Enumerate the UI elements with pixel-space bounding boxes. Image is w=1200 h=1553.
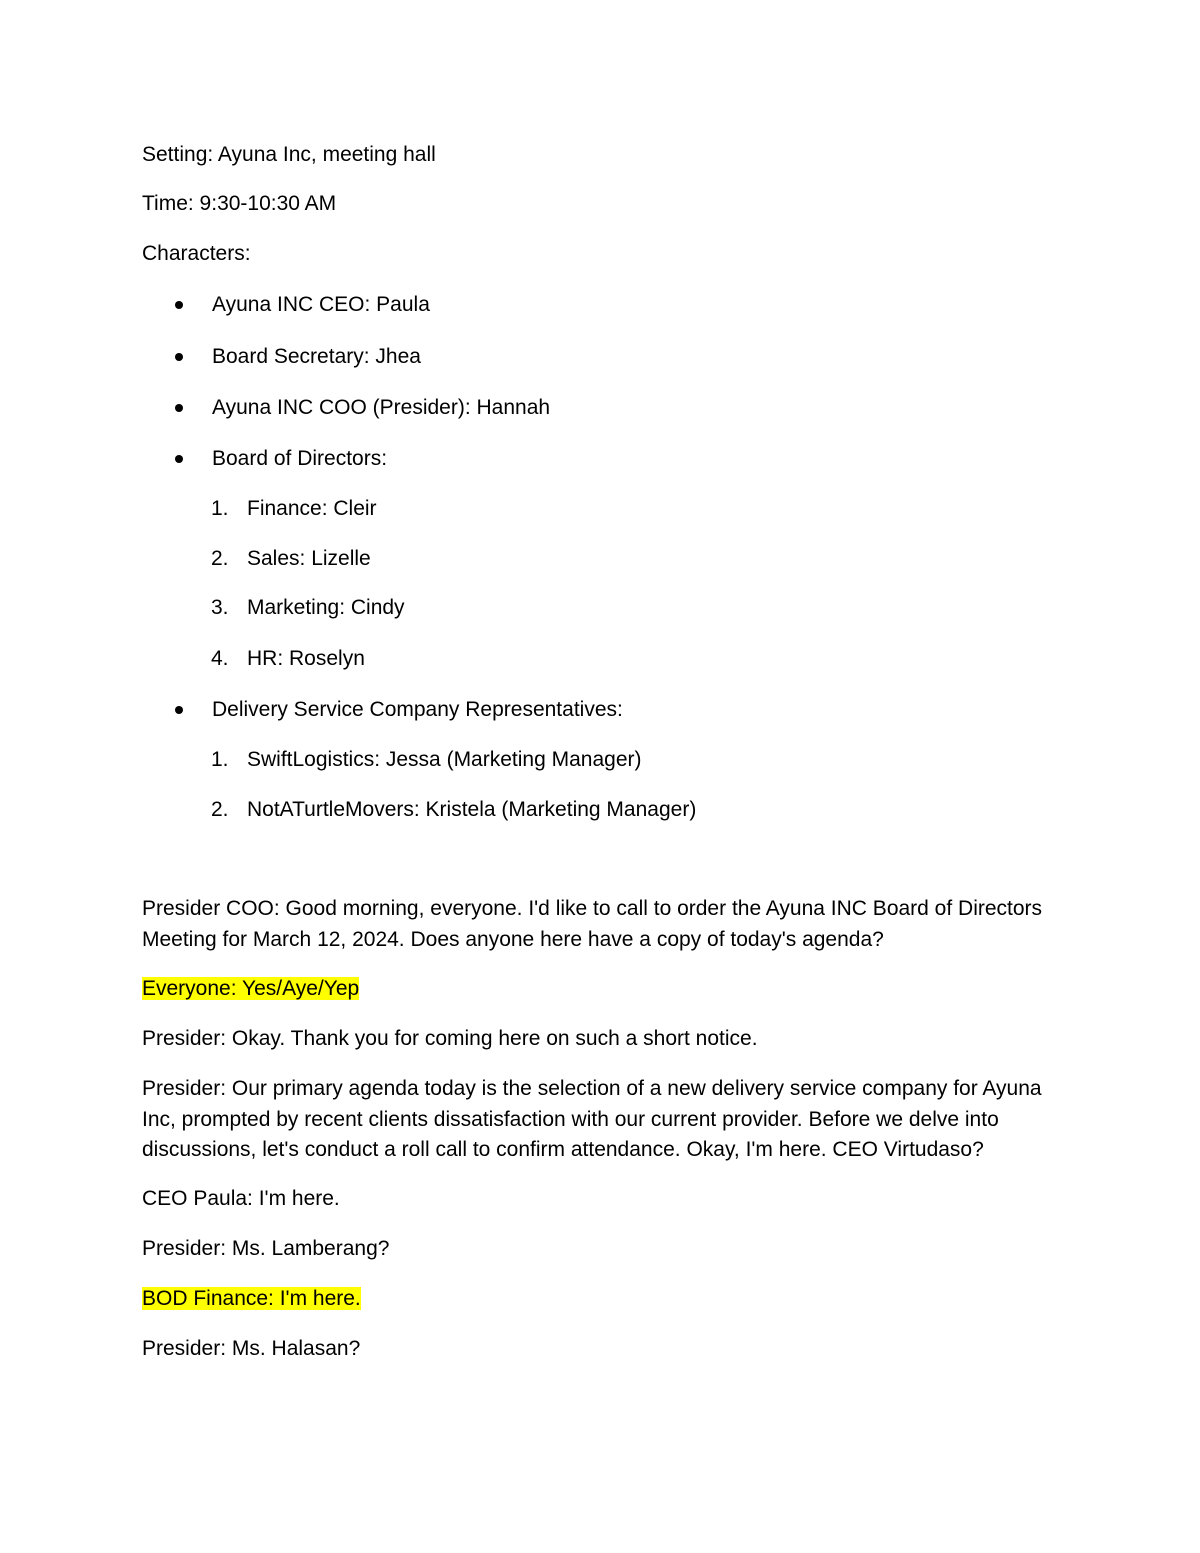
bullet-icon: [175, 404, 183, 412]
dialogue-paragraph: Presider: Ms. Halasan?: [142, 1337, 361, 1360]
list-number: 4.: [211, 647, 229, 670]
bullet-icon: [175, 353, 183, 361]
rep-swiftlogistics: SwiftLogistics: Jessa (Marketing Manager): [247, 748, 642, 771]
board-member-marketing: Marketing: Cindy: [247, 596, 405, 619]
bullet-icon: [175, 706, 183, 714]
board-member-sales: Sales: Lizelle: [247, 547, 371, 570]
rep-notaturtlemovers: NotATurtleMovers: Kristela (Marketing Manager): [247, 798, 697, 821]
list-number: 3.: [211, 596, 229, 619]
character-secretary: Board Secretary: Jhea: [212, 345, 421, 368]
dialogue-paragraph: Presider: Our primary agenda today is the selection of a new delivery service company for Ayuna Inc, prompted by recent clients dissatisfaction with our current provider. Before we delve into discussions, let's conduct a roll call to confirm attendance. Okay, I'm here. CEO Virtudaso?: [142, 1077, 1042, 1161]
board-member-hr: HR: Roselyn: [247, 647, 365, 670]
characters-label: Characters:: [142, 242, 251, 265]
dialogue-paragraph: [142, 974, 1072, 1005]
list-number: 1.: [211, 748, 229, 771]
dialogue-paragraph: Presider COO: Good morning, everyone. I'd like to call to order the Ayuna INC Board of Directors Meeting for March 12, 2024. Does anyone here have a copy of today's agenda?: [142, 897, 1043, 951]
list-number: 2.: [211, 547, 229, 570]
time-line: Time: 9:30-10:30 AM: [142, 192, 337, 215]
list-number: 2.: [211, 798, 229, 821]
highlighted-text: BOD Finance: I'm here.: [142, 1287, 361, 1310]
list-number: 1.: [211, 497, 229, 520]
board-label: Board of Directors:: [212, 447, 388, 470]
dialogue-paragraph: Presider: Okay. Thank you for coming here on such a short notice.: [142, 1027, 758, 1050]
board-member-finance: Finance: Cleir: [247, 497, 377, 520]
reps-label: Delivery Service Company Representatives:: [212, 698, 623, 721]
highlighted-text: Everyone: Yes/Aye/Yep: [142, 977, 360, 1000]
setting-line: Setting: Ayuna Inc, meeting hall: [142, 143, 436, 166]
dialogue-paragraph: Presider: Ms. Lamberang?: [142, 1237, 390, 1260]
dialogue-paragraph: CEO Paula: I'm here.: [142, 1187, 340, 1210]
character-ceo: Ayuna INC CEO: Paula: [212, 293, 430, 316]
character-coo: Ayuna INC COO (Presider): Hannah: [212, 396, 551, 419]
bullet-icon: [175, 301, 183, 309]
bullet-icon: [175, 455, 183, 463]
dialogue-paragraph: [142, 1284, 1072, 1315]
